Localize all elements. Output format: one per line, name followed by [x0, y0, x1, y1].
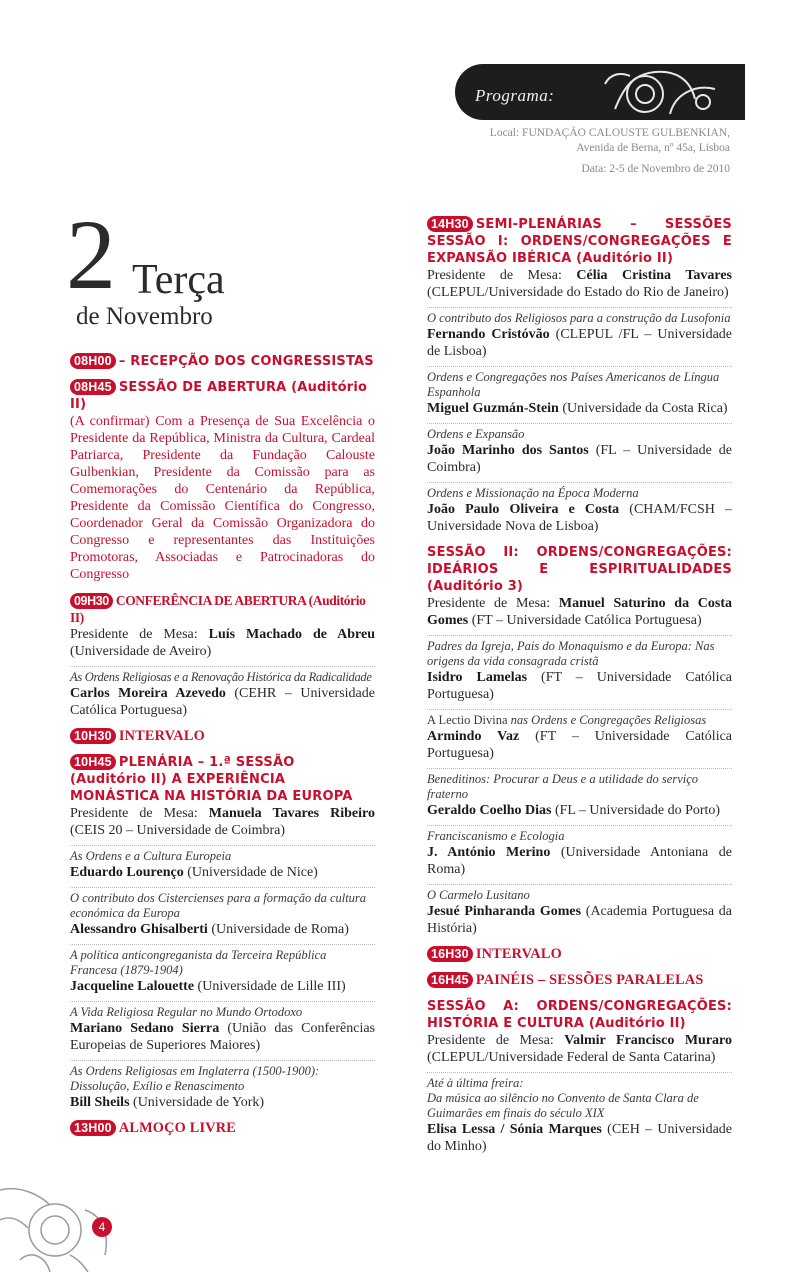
schedule-entry [70, 728, 375, 745]
talk-speaker [70, 864, 375, 881]
schedule-entry [427, 998, 732, 1155]
speaker-affiliation: (Universidade Antoniana de Roma) [427, 845, 732, 877]
speaker-name: Armindo Vaz [427, 729, 520, 744]
entry-description: (A confirmar) Com a Presença de Sua Excelência o Presidente da República, Ministra da Cultura, Cardeal Patriarca, Presidente da Fundação Calouste Gulbenkian, Presidente da Comissão para as Comemorações do Centenário da República, Presidente da Comissão Científica do Congresso, Coordenador Geral da Comissão Organizadora do Congresso e representantes das Instituições Promotoras, Associadas e Patrocinadoras do Congresso [70, 414, 375, 582]
entry-title: SESSÃO DE ABERTURA (Auditório II) [70, 380, 368, 412]
talk-speaker [70, 685, 375, 719]
left-column [70, 353, 375, 1146]
speaker-name: Geraldo Coelho Dias [427, 803, 552, 818]
speaker-affiliation: (Universidade de York) [133, 1095, 265, 1110]
talk-title: Franciscanismo e Ecologia [427, 829, 565, 843]
speaker-name: Eduardo Lourenço [70, 865, 184, 880]
talk-title: Ordens e Missionação na Época Moderna [427, 486, 639, 500]
entry-title: INTERVALO [118, 728, 205, 744]
entry-heading [70, 754, 375, 805]
entry-title: INTERVALO [475, 946, 562, 962]
talk-title: O contributo dos Cistercienses para a formação da cultura económica da Europa [70, 891, 367, 920]
program-banner [455, 64, 745, 120]
talk [427, 825, 732, 878]
talk [70, 666, 375, 719]
entry-title: PAINÉIS – SESSÕES PARALELAS [475, 972, 704, 988]
speaker-affiliation: (Universidade de Nice) [187, 865, 318, 880]
talk-speaker [427, 326, 732, 360]
month: de Novembro [76, 303, 213, 330]
chair-label: Presidente de Mesa: [427, 1033, 554, 1048]
chair-name: Manuela Tavares Ribeiro [208, 806, 375, 821]
schedule-entry [70, 592, 375, 719]
speaker-name: João Paulo Oliveira e Costa [427, 502, 620, 517]
chair-name: Manuel Saturino da Costa Gomes [427, 596, 732, 628]
weekday: Terça [132, 257, 225, 303]
talk-speaker [427, 844, 732, 878]
time-badge: 10H45 [70, 754, 116, 770]
talk-speaker [70, 921, 375, 938]
chairperson [427, 267, 732, 301]
schedule-entry [427, 544, 732, 937]
talk [427, 884, 732, 937]
speaker-affiliation: (CEH – Universidade do Minho) [427, 1122, 733, 1154]
talk [70, 1001, 375, 1054]
talk-subtitle: Da música ao silêncio no Convento de Santa Clara de Guimarães em finais do século XIX [427, 1091, 699, 1120]
entry-heading: SESSÃO A: ORDENS/CONGREGAÇÕES: HISTÓRIA E CULTURA (Auditório II) [427, 999, 732, 1031]
entry-heading [427, 972, 732, 989]
speaker-name: Fernando Cristóvão [427, 327, 550, 342]
time-badge: 14H30 [427, 216, 473, 232]
speaker-affiliation: (Universidade de Lille III) [197, 979, 346, 994]
entry-title: ALMOÇO LIVRE [118, 1120, 237, 1136]
chair-affiliation: (CLEPUL/Universidade Federal de Santa Catarina) [427, 1050, 716, 1065]
talk-title: As Ordens e a Cultura Europeia [70, 849, 232, 863]
speaker-affiliation: (CLEPUL /FL – Universidade de Lisboa) [427, 327, 733, 359]
speaker-name: Elisa Lessa / Sónia Marques [427, 1122, 602, 1137]
speaker-name: Bill Sheils [70, 1095, 130, 1110]
schedule-entry [70, 1120, 375, 1137]
talk-title: A Vida Religiosa Regular no Mundo Ortodoxo [70, 1005, 303, 1019]
time-badge: 08H45 [70, 379, 116, 395]
talk [427, 709, 732, 762]
talk-speaker [427, 802, 732, 819]
chair-affiliation: (Universidade de Aveiro) [70, 644, 212, 659]
entry-heading [70, 728, 375, 745]
schedule-entry [427, 946, 732, 963]
speaker-affiliation: (FL – Universidade de Coimbra) [427, 443, 733, 475]
talk [427, 307, 732, 360]
chairperson [70, 805, 375, 839]
ornament-icon [575, 64, 745, 120]
schedule-entry [70, 379, 375, 583]
speaker-name: Carlos Moreira Azevedo [70, 686, 226, 701]
speaker-name: Jesué Pinharanda Gomes [427, 904, 582, 919]
talk-title: O contributo dos Religiosos para a construção da Lusofonia [427, 311, 731, 325]
talk-title: Beneditinos: Procurar a Deus e a utilidade do serviço fraterno [427, 772, 699, 801]
page-number: 4 [92, 1217, 112, 1237]
schedule-entry [427, 972, 732, 989]
talk-speaker [427, 728, 732, 762]
talk-title [427, 713, 732, 728]
speaker-affiliation: (CHAM/FCSH – Universidade Nova de Lisboa) [427, 502, 732, 534]
talk [427, 482, 732, 535]
talk-title: O Carmelo Lusitano [427, 888, 530, 902]
time-badge: 16H45 [427, 972, 473, 988]
speaker-affiliation: (FL – Universidade do Porto) [554, 803, 721, 818]
speaker-affiliation: (União das Conferências Europeias de Superiores Maiores) [70, 1021, 375, 1053]
talk-speaker [70, 978, 375, 995]
talk-title: A política anticongreganista da Terceira República Francesa (1879-1904) [70, 948, 327, 977]
speaker-affiliation: (Universidade da Costa Rica) [562, 401, 728, 416]
talk [427, 366, 732, 417]
entry-heading: SESSÃO II: ORDENS/CONGREGAÇÕES: IDEÁRIOS E ESPIRITUALIDADES (Auditório 3) [427, 545, 732, 594]
chairperson [427, 595, 732, 629]
speaker-affiliation: (CEHR – Universidade Católica Portuguesa) [70, 686, 375, 718]
speaker-affiliation: (FT – Universidade Católica Portuguesa) [427, 670, 732, 702]
speaker-affiliation: (Academia Portuguesa da História) [427, 904, 733, 936]
talk-title: Padres da Igreja, Pais do Monaquismo e da Europa: Nas origens da vida consagrada cristã [427, 639, 715, 668]
corner-ornament-icon [0, 1160, 120, 1272]
talk-title-part: A Lectio Divina [427, 713, 508, 727]
talk [427, 768, 732, 819]
speaker-name: Jacqueline Lalouette [70, 979, 195, 994]
speaker-name: J. António Merino [427, 845, 551, 860]
entry-heading [70, 353, 375, 370]
speaker-name: João Marinho dos Santos [427, 443, 589, 458]
time-badge: 09H30 [70, 593, 113, 609]
chair-label: Presidente de Mesa: [70, 806, 198, 821]
chair-affiliation: (FT – Universidade Católica Portuguesa) [471, 613, 702, 628]
entry-heading [70, 1120, 375, 1137]
talk-speaker [427, 442, 732, 476]
talk-speaker [427, 501, 732, 535]
entry-title: – RECEPÇÃO DOS CONGRESSISTAS [118, 354, 374, 369]
schedule-entry [70, 353, 375, 370]
talk-title: Ordens e Congregações nos Países Americanos de Língua Espanhola [427, 370, 720, 399]
venue-line-1: Local: FUNDAÇÃO CALOUSTE GULBENKIAN, [489, 127, 730, 139]
day-number: 2 [66, 199, 116, 310]
chair-label: Presidente de Mesa: [427, 596, 551, 611]
talk-speaker [427, 903, 732, 937]
chair-affiliation: (CLEPUL/Universidade do Estado do Rio de Janeiro) [427, 285, 729, 300]
event-dates: Data: 2-5 de Novembro de 2010 [581, 163, 730, 175]
schedule-entry [427, 216, 732, 535]
entry-heading [427, 216, 732, 267]
talk [70, 845, 375, 881]
time-badge: 08H00 [70, 353, 116, 369]
entry-title: SEMI-PLENÁRIAS – SESSÕES SESSÃO I: ORDENS/CONGREGAÇÕES E EXPANSÃO IBÉRICA (Auditório II) [427, 217, 732, 266]
chair-label: Presidente de Mesa: [427, 268, 562, 283]
talk [70, 1060, 375, 1111]
time-badge: 16H30 [427, 946, 473, 962]
entry-title: PLENÁRIA – 1.ª SESSÃO (Auditório II) A EXPERIÊNCIA MONÁSTICA NA HISTÓRIA DA EUROPA [70, 755, 353, 804]
talk [70, 887, 375, 938]
talk-speaker [70, 1020, 375, 1054]
time-badge: 13H00 [70, 1120, 116, 1136]
talk-speaker [427, 400, 732, 417]
chair-label: Presidente de Mesa: [70, 627, 198, 642]
entry-title: CONFERÊNCIA DE ABERTURA (Auditório II) [70, 593, 366, 625]
speaker-affiliation: (Universidade de Roma) [211, 922, 349, 937]
talk [427, 423, 732, 476]
talk [427, 1072, 732, 1155]
talk [70, 944, 375, 995]
entry-heading [427, 946, 732, 963]
talk-title: Ordens e Expansão [427, 427, 525, 441]
speaker-name: Mariano Sedano Sierra [70, 1021, 220, 1036]
right-column [427, 216, 732, 1164]
talk-speaker [427, 1121, 732, 1155]
talk-speaker [70, 1094, 375, 1111]
time-badge: 10H30 [70, 728, 116, 744]
speaker-name: Miguel Guzmán-Stein [427, 401, 559, 416]
talk-title: Até à última freira: [427, 1076, 524, 1090]
talk [427, 635, 732, 703]
schedule-entry [70, 754, 375, 1111]
chairperson [70, 626, 375, 660]
speaker-name: Isidro Lamelas [427, 670, 528, 685]
chair-name: Luís Machado de Abreu [208, 627, 376, 642]
talk-speaker [427, 669, 732, 703]
talk-title: As Ordens Religiosas e a Renovação Histórica da Radicalidade [70, 670, 372, 684]
banner-title: Programa: [475, 86, 555, 105]
chair-name: Valmir Francisco Muraro [564, 1033, 733, 1048]
venue [490, 126, 730, 156]
talk-title-part: nas Ordens e Congregações Religiosas [510, 713, 707, 727]
entry-heading [70, 379, 375, 413]
talk-title: As Ordens Religiosas em Inglaterra (1500-1900): Dissolução, Exílio e Renascimento [70, 1064, 320, 1093]
venue-line-2: Avenida de Berna, nº 45a, Lisboa [576, 142, 730, 154]
chair-affiliation: (CEIS 20 – Universidade de Coimbra) [70, 823, 286, 838]
chair-name: Célia Cristina Tavares [576, 268, 733, 283]
speaker-affiliation: (FT – Universidade Católica Portuguesa) [427, 729, 733, 761]
entry-heading [70, 592, 375, 626]
chairperson [427, 1032, 732, 1066]
speaker-name: Alessandro Ghisalberti [70, 922, 208, 937]
